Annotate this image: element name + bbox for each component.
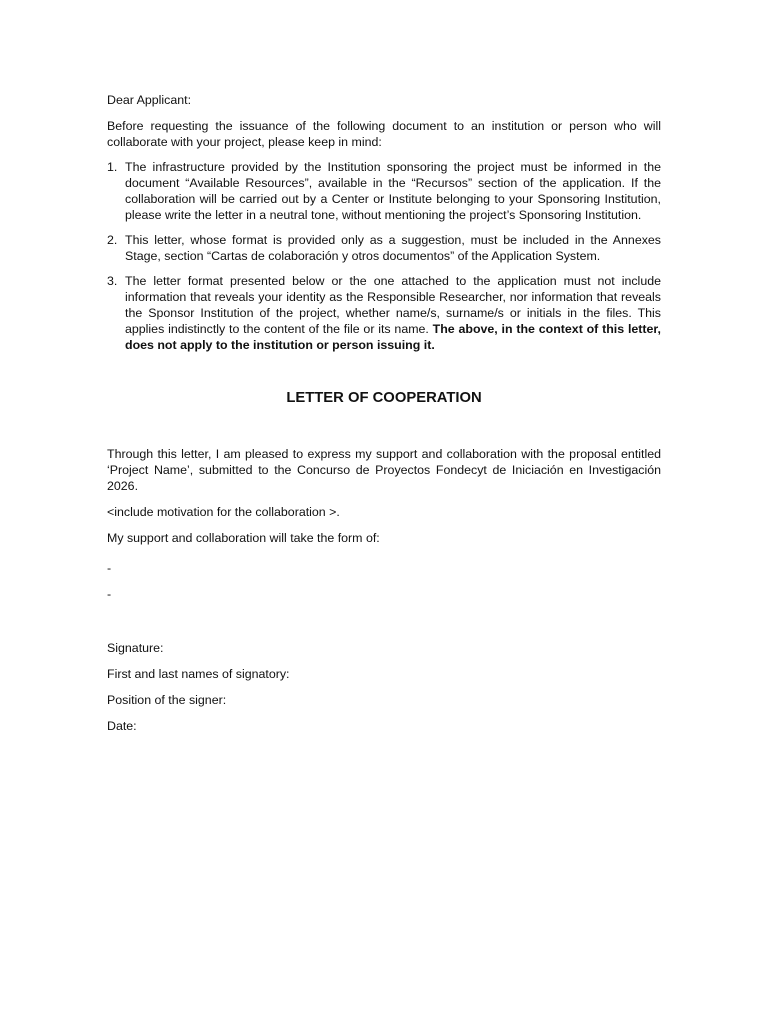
letter-title: LETTER OF COOPERATION [286, 390, 482, 406]
document-content [107, 92, 661, 744]
note-text [125, 232, 661, 264]
note-text-regular: This letter, whose format is provided only as a suggestion, must be included in the Annexes Stage, section “Cartas de colaboración y otros documentos” of the Application System. [125, 233, 661, 263]
note-item [107, 232, 661, 264]
note-text-regular: The infrastructure provided by the Institution sponsoring the project must be informed in the document “Available Resources”, available in the “Recursos” section of the application. If the collaboration will be carried out by a Center or Institute belonging to your Sponsoring Institution, please write the letter in a neutral tone, without mentioning the project’s Sponsoring Institution. [125, 160, 661, 222]
date-label: Date: [107, 719, 137, 733]
notes-list [107, 159, 661, 353]
note-number: 1. [107, 160, 118, 174]
note-number: 2. [107, 233, 118, 247]
note-text [125, 273, 661, 353]
note-number: 3. [107, 274, 118, 288]
note-item [107, 273, 661, 353]
collaboration-bullet: - [107, 561, 112, 575]
signature-label: Signature: [107, 641, 164, 655]
greeting: Dear Applicant: [107, 93, 192, 107]
intro-paragraph: Before requesting the issuance of the following document to an institution or person who will collaborate with your project, please keep in mind: [107, 119, 661, 149]
collaboration-bullet: - [107, 587, 112, 601]
motivation-placeholder: <include motivation for the collaboration >. [107, 505, 340, 519]
note-text [125, 159, 661, 223]
note-item [107, 159, 661, 223]
signer-position-label: Position of the signer: [107, 693, 227, 707]
note-text-regular: The letter format presented below or the one attached to the application must not include information that reveals your identity as the Responsible Researcher, nor information that reveals the Sponsor Institution of the project, whether name/s, surname/s or initials in the files. This applies indistinctly to the content of the file or its name. [125, 274, 661, 336]
signature-block [107, 640, 661, 734]
note-text-bold: The above, in the context of this letter, does not apply to the institution or person issuing it. [125, 322, 661, 352]
support-paragraph: Through this letter, I am pleased to express my support and collaboration with the proposal entitled ‘Project Name’, submitted to the Concurso de Proyectos Fondecyt de Iniciación en Investigación 2026. [107, 447, 661, 493]
form-intro: My support and collaboration will take the form of: [107, 531, 380, 545]
signatory-names-label: First and last names of signatory: [107, 667, 290, 681]
